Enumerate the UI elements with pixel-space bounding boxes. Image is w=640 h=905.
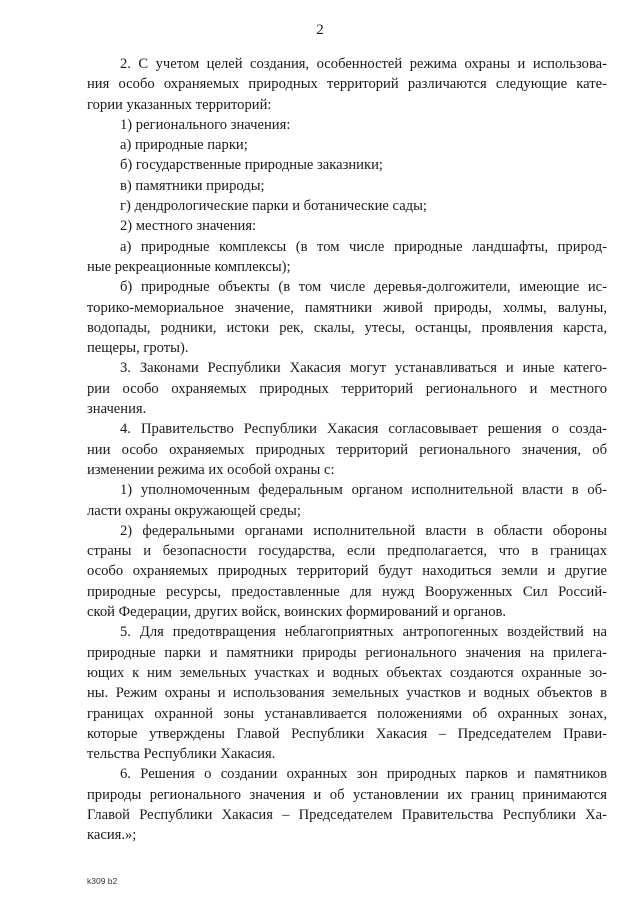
text-line: торико-мемориальное значение, памятники живой природы, холмы, валуны,	[87, 299, 607, 316]
text-line: страны и безопасности государства, если предполагается, что в границах	[87, 543, 607, 560]
text-line: особо охраняемых природных территорий будут находиться земли и другие	[87, 563, 607, 580]
text-line: 3. Законами Республики Хакасия могут устанавливаться и иные катего-	[120, 360, 607, 377]
text-line: ласти охраны окружающей среды;	[87, 502, 301, 519]
text-line: которые утверждены Главой Республики Хакасия – Председателем Прави-	[87, 725, 607, 742]
text-line: границах охранной зоны устанавливается положениями об охранных зонах,	[87, 705, 607, 722]
text-line: ны. Режим охраны и использования земельных участков и водных объектов в	[87, 685, 607, 702]
footer-document-code: k309 b2	[87, 876, 118, 886]
text-line: ния особо охраняемых природных территорий различаются следующие кате-	[87, 76, 607, 93]
text-line: б) природные объекты (в том числе деревья-долгожители, имеющие ис-	[120, 279, 607, 296]
text-line: 2) местного значения:	[120, 218, 257, 235]
text-line: рии особо охраняемых природных территорий регионального и местного	[87, 380, 607, 397]
text-line: в) памятники природы;	[120, 177, 265, 194]
text-line: 5. Для предотвращения неблагоприятных антропогенных воздействий на	[120, 624, 607, 641]
text-line: 2) федеральными органами исполнительной власти в области обороны	[120, 522, 607, 539]
text-line: 1) регионального значения:	[120, 116, 291, 133]
text-line: касия.»;	[87, 827, 137, 844]
text-line: значения.	[87, 401, 147, 418]
text-line: природные ресурсы, предоставленные для нужд Вооруженных Сил Россий-	[87, 583, 607, 600]
text-line: ющих к ним земельных участках и водных объектах создаются охранные зо-	[87, 664, 607, 681]
page-number: 2	[316, 22, 324, 38]
text-line: тельства Республики Хакасия.	[87, 746, 276, 763]
text-line: природы регионального значения и об установлении их границ принимаются	[87, 786, 607, 803]
text-line: нии особо охраняемых природных территорий регионального значения, об	[87, 441, 607, 458]
text-line: 6. Решения о создании охранных зон природных парков и памятников	[120, 766, 607, 783]
text-line: природные парки и памятники природы регионального значения на прилега-	[87, 644, 607, 661]
text-line: ные рекреационные комплексы);	[87, 258, 291, 275]
text-line: изменении режима их особой охраны с:	[87, 461, 335, 478]
text-line: Главой Республики Хакасия – Председателем Правительства Республики Ха-	[87, 806, 607, 823]
text-line: 1) уполномоченным федеральным органом исполнительной власти в об-	[120, 482, 607, 499]
text-line: а) природные парки;	[120, 137, 248, 154]
text-line: гории указанных территорий:	[87, 96, 272, 113]
text-line: б) государственные природные заказники;	[120, 157, 383, 174]
text-line: ской Федерации, других войск, воинских формирований и органов.	[87, 604, 507, 621]
text-line: г) дендрологические парки и ботанические сады;	[120, 198, 427, 215]
text-line: водопады, родники, истоки рек, скалы, утесы, останцы, проявления карста,	[87, 319, 607, 336]
text-line: пещеры, гроты).	[87, 340, 189, 357]
text-line: 2. С учетом целей создания, особенностей режима охраны и использова-	[120, 56, 607, 72]
document-body	[87, 54, 607, 846]
text-line: а) природные комплексы (в том числе природные ландшафты, природ-	[120, 238, 607, 255]
text-line: 4. Правительство Республики Хакасия согласовывает решения о созда-	[120, 421, 607, 438]
